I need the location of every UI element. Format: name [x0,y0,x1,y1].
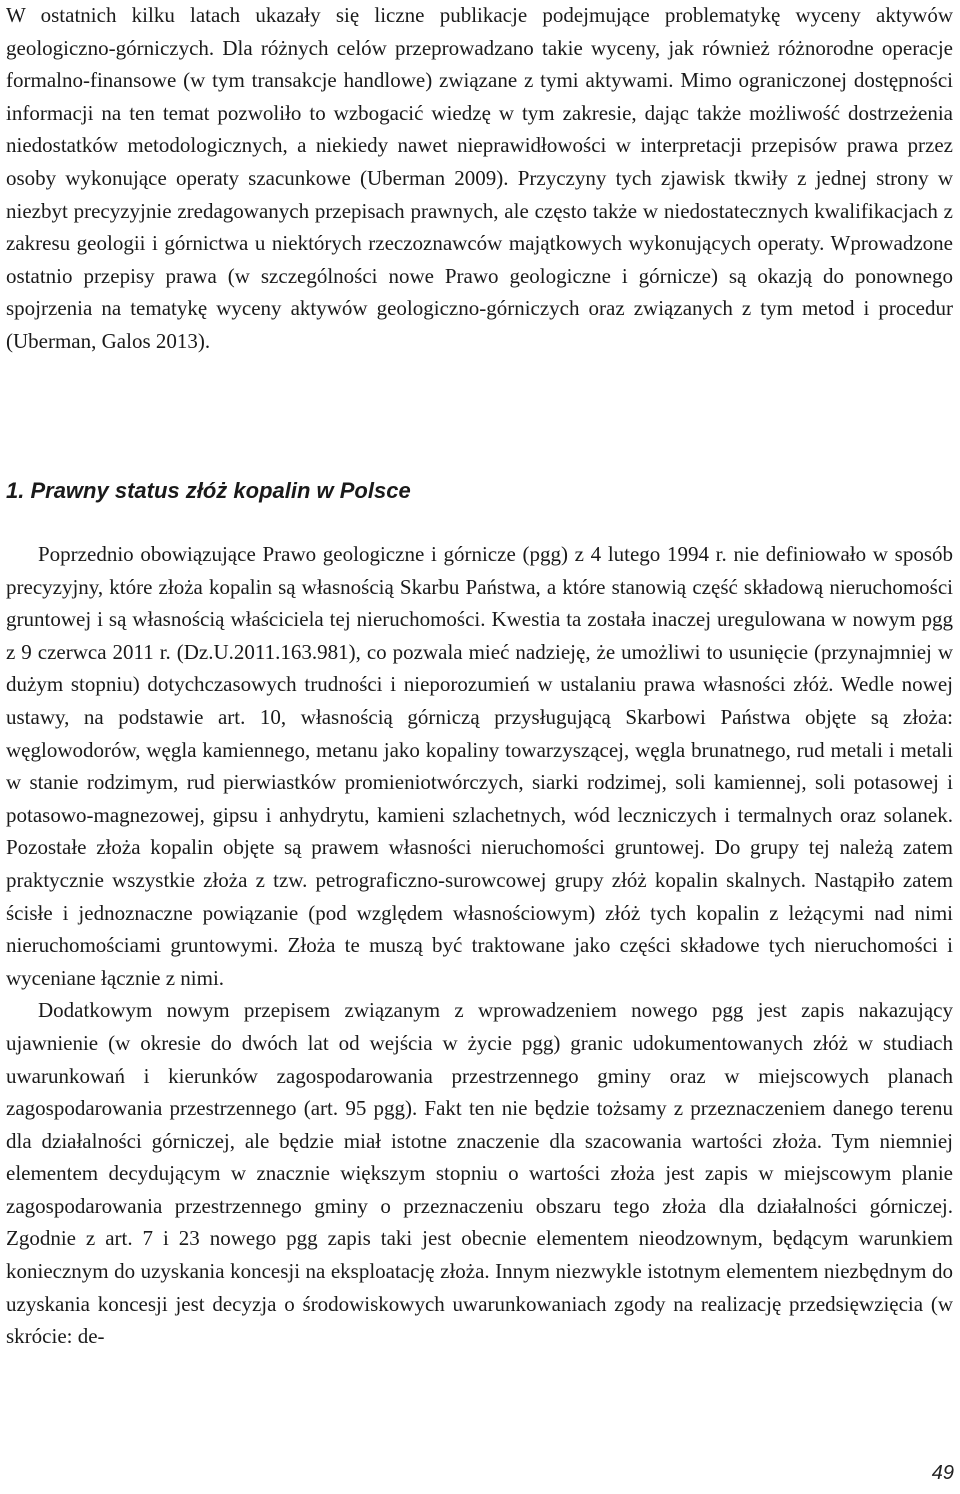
section-body [6,538,953,1353]
section-heading: 1. Prawny status złóż kopalin w Polsce [6,478,411,503]
page-number: 49 [931,1462,954,1484]
intro-paragraph: W ostatnich kilku latach ukazały się liczne publikacje podejmujące problematykę wyceny aktywów geologiczno-górniczych. Dla różnych celów przeprowadzano takie wyceny, jak również różnorodne operacje formalno-finansowe (w tym transakcje handlowe) związane z tymi aktywami. Mimo ograniczonej dostępności informacji na ten temat pozwoliło to wzbogacić wiedzę w tym zakresie, dając także możliwość dostrzeżenia niedostatków metodologicznych, a niekiedy nawet nieprawidłowości w interpretacji przepisów prawa przez osoby wykonujące operaty szacunkowe (Uberman 2009). Przyczyny tych zjawisk tkwiły z jednej strony w niezbyt precyzyjnie zredagowanych przepisach prawnych, ale często także w niedostatecznych kwalifikacjach z zakresu geologii i górnictwa u niektórych rzeczoznawców majątkowych wykonujących operaty. Wprowadzone ostatnio przepisy prawa (w szczególności nowe Prawo geologiczne i górnicze) są okazją do ponownego spojrzenia na tematykę wyceny aktywów geologiczno-górniczych oraz związanych z tym metod i procedur (Uberman, Galos 2013). [6,3,953,353]
intro-block [6,0,953,358]
section-paragraph-1: Poprzednio obowiązujące Prawo geologiczne i górnicze (pgg) z 4 lutego 1994 r. nie definiowało w sposób precyzyjny, które złoża kopalin są własnością Skarbu Państwa, a które stanowią część składową nieruchomości gruntowej i są własnością właściciela tej nieruchomości. Kwestia ta została inaczej uregulowana w nowym pgg z 9 czerwca 2011 r. (Dz.U.2011.163.981), co pozwala mieć nadzieję, że umożliwi to usunięcie (przynajmniej w dużym stopniu) dotychczasowych trudności i nieporozumień w ustalaniu prawa własności złóż. Wedle nowej ustawy, na podstawie art. 10, własnością górniczą przysługującą Skarbowi Państwa objęte są złoża: węglowodorów, węgla kamiennego, metanu jako kopaliny towarzyszącej, węgla brunatnego, rud metali i metali w stanie rodzimym, rud pierwiastków promieniotwórczych, siarki rodzimej, soli kamiennej, soli potasowej i potasowo-magnezowej, gipsu i anhydrytu, kamieni szlachetnych, wód leczniczych i termalnych oraz solanek. Pozostałe złoża kopalin objęte są prawem własności nieruchomości gruntowej. Do grupy tej należą zatem praktycznie wszystkie złoża z tzw. petrograficzno-surowcowej grupy złóż kopalin skalnych. Nastąpiło zatem ścisłe i jednoznaczne powiązanie (pod względem własnościowym) złóż tych kopalin z leżącymi nad nimi nieruchomościami gruntowymi. Złoża te muszą być traktowane jako części składowe tych nieruchomości i wyceniane łącznie z nimi. [6,542,953,990]
section-paragraph-2: Dodatkowym nowym przepisem związanym z wprowadzeniem nowego pgg jest zapis nakazujący ujawnienie (w okresie do dwóch lat od wejścia w życie pgg) granic udokumentowanych złóż w studiach uwarunkowań i kierunków zagospodarowania przestrzennego gminy oraz w miejscowych planach zagospodarowania przestrzennego (art. 95 pgg). Fakt ten nie będzie tożsamy z przeznaczeniem danego terenu dla działalności górniczej, ale będzie miał istotne znaczenie dla szacowania wartości złoża. Tym niemniej elementem decydującym w znacznie większym stopniu o wartości złoża jest zapis w miejscowym planie zagospodarowania przestrzennego gminy o przeznaczeniu obszaru tego złoża dla działalności górniczej. Zgodnie z art. 7 i 23 nowego pgg zapis taki jest obecnie elementem nieodzownym, będącym warunkiem koniecznym do uzyskania koncesji na eksploatację złoża. Innym niezwykle istotnym elementem niezbędnym do uzyskania koncesji jest decyzja o środowiskowych uwarunkowaniach zgody na realizację przedsięwzięcia (w skrócie: de- [6,998,953,1349]
